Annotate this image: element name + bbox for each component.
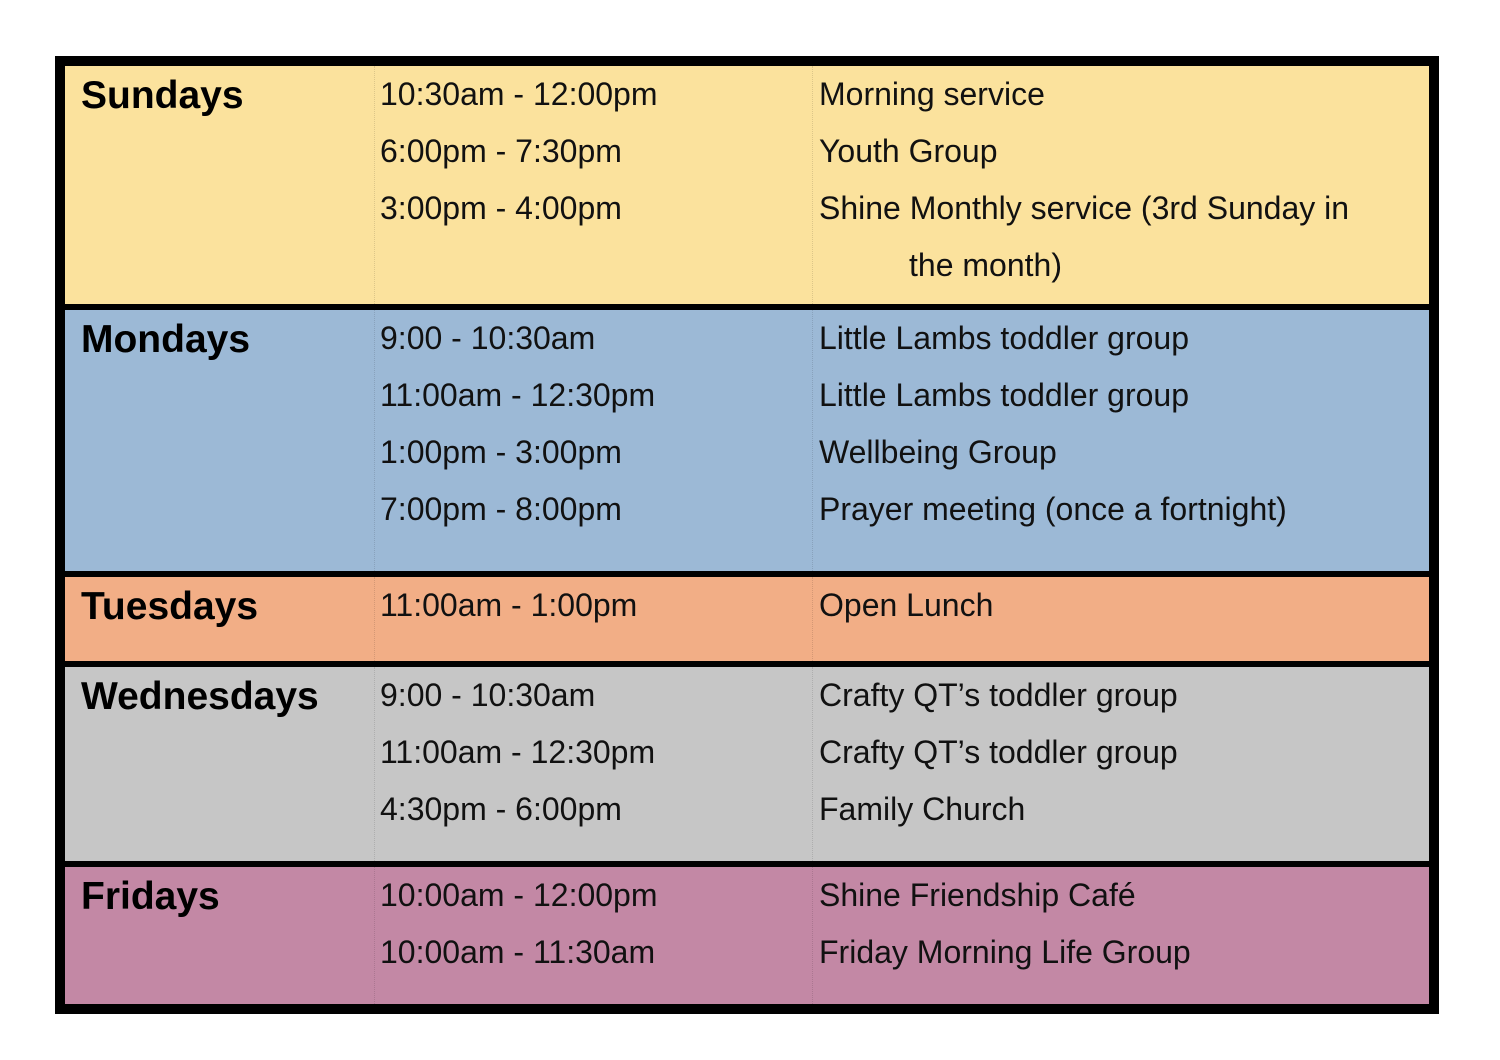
activity-item: Shine Friendship Café: [819, 877, 1136, 913]
time-cell: [374, 66, 812, 304]
activity-item: Shine Monthly service (3rd Sunday in: [819, 190, 1350, 226]
time-cell: [374, 577, 812, 661]
activity-item: Crafty QT’s toddler group: [819, 734, 1178, 770]
activity-item: Crafty QT’s toddler group: [819, 677, 1178, 713]
time-slot: 11:00am - 12:30pm: [380, 734, 656, 770]
day-cell: [65, 867, 374, 1004]
time-slot: 1:00pm - 3:00pm: [380, 434, 622, 470]
activity-cell: [812, 66, 1429, 304]
time-slot: 9:00 - 10:30am: [380, 677, 596, 713]
activity-item-continued: the month): [909, 247, 1062, 283]
time-slot: 6:00pm - 7:30pm: [380, 133, 622, 169]
day-label: Wednesdays: [81, 675, 319, 718]
activity-cell: [812, 667, 1429, 861]
activity-item: Youth Group: [819, 133, 998, 169]
schedule-row-mondays: [65, 310, 1429, 571]
time-slot: 3:00pm - 4:00pm: [380, 190, 622, 226]
day-cell: [65, 66, 374, 304]
time-slot: 11:00am - 1:00pm: [380, 587, 638, 623]
day-label: Tuesdays: [81, 585, 259, 628]
time-cell: [374, 867, 812, 1004]
activity-item: Little Lambs toddler group: [819, 320, 1189, 356]
day-cell: [65, 577, 374, 661]
activity-item: Little Lambs toddler group: [819, 377, 1189, 413]
day-cell: [65, 310, 374, 571]
schedule-row-sundays: [65, 66, 1429, 304]
time-slot: 4:30pm - 6:00pm: [380, 791, 622, 827]
activity-item: Prayer meeting (once a fortnight): [819, 491, 1287, 527]
day-label: Mondays: [81, 318, 251, 361]
activity-item: Friday Morning Life Group: [819, 934, 1191, 970]
activity-cell: [812, 310, 1429, 571]
activity-item: Family Church: [819, 791, 1026, 827]
activity-cell: [812, 867, 1429, 1004]
time-cell: [374, 667, 812, 861]
day-label: Fridays: [81, 875, 220, 918]
day-label: Sundays: [81, 74, 244, 117]
time-slot: 9:00 - 10:30am: [380, 320, 596, 356]
schedule-row-tuesdays: [65, 577, 1429, 661]
time-slot: 10:00am - 11:30am: [380, 934, 656, 970]
time-slot: 11:00am - 12:30pm: [380, 377, 656, 413]
activity-item: Morning service: [819, 76, 1045, 112]
activity-item: Wellbeing Group: [819, 434, 1057, 470]
time-slot: 7:00pm - 8:00pm: [380, 491, 622, 527]
activity-item: Open Lunch: [819, 587, 994, 623]
day-cell: [65, 667, 374, 861]
activity-cell: [812, 577, 1429, 661]
weekly-schedule-table: [55, 56, 1439, 1014]
time-cell: [374, 310, 812, 571]
schedule-row-fridays: [65, 867, 1429, 1004]
time-slot: 10:30am - 12:00pm: [380, 76, 658, 112]
schedule-row-wednesdays: [65, 667, 1429, 861]
time-slot: 10:00am - 12:00pm: [380, 877, 658, 913]
